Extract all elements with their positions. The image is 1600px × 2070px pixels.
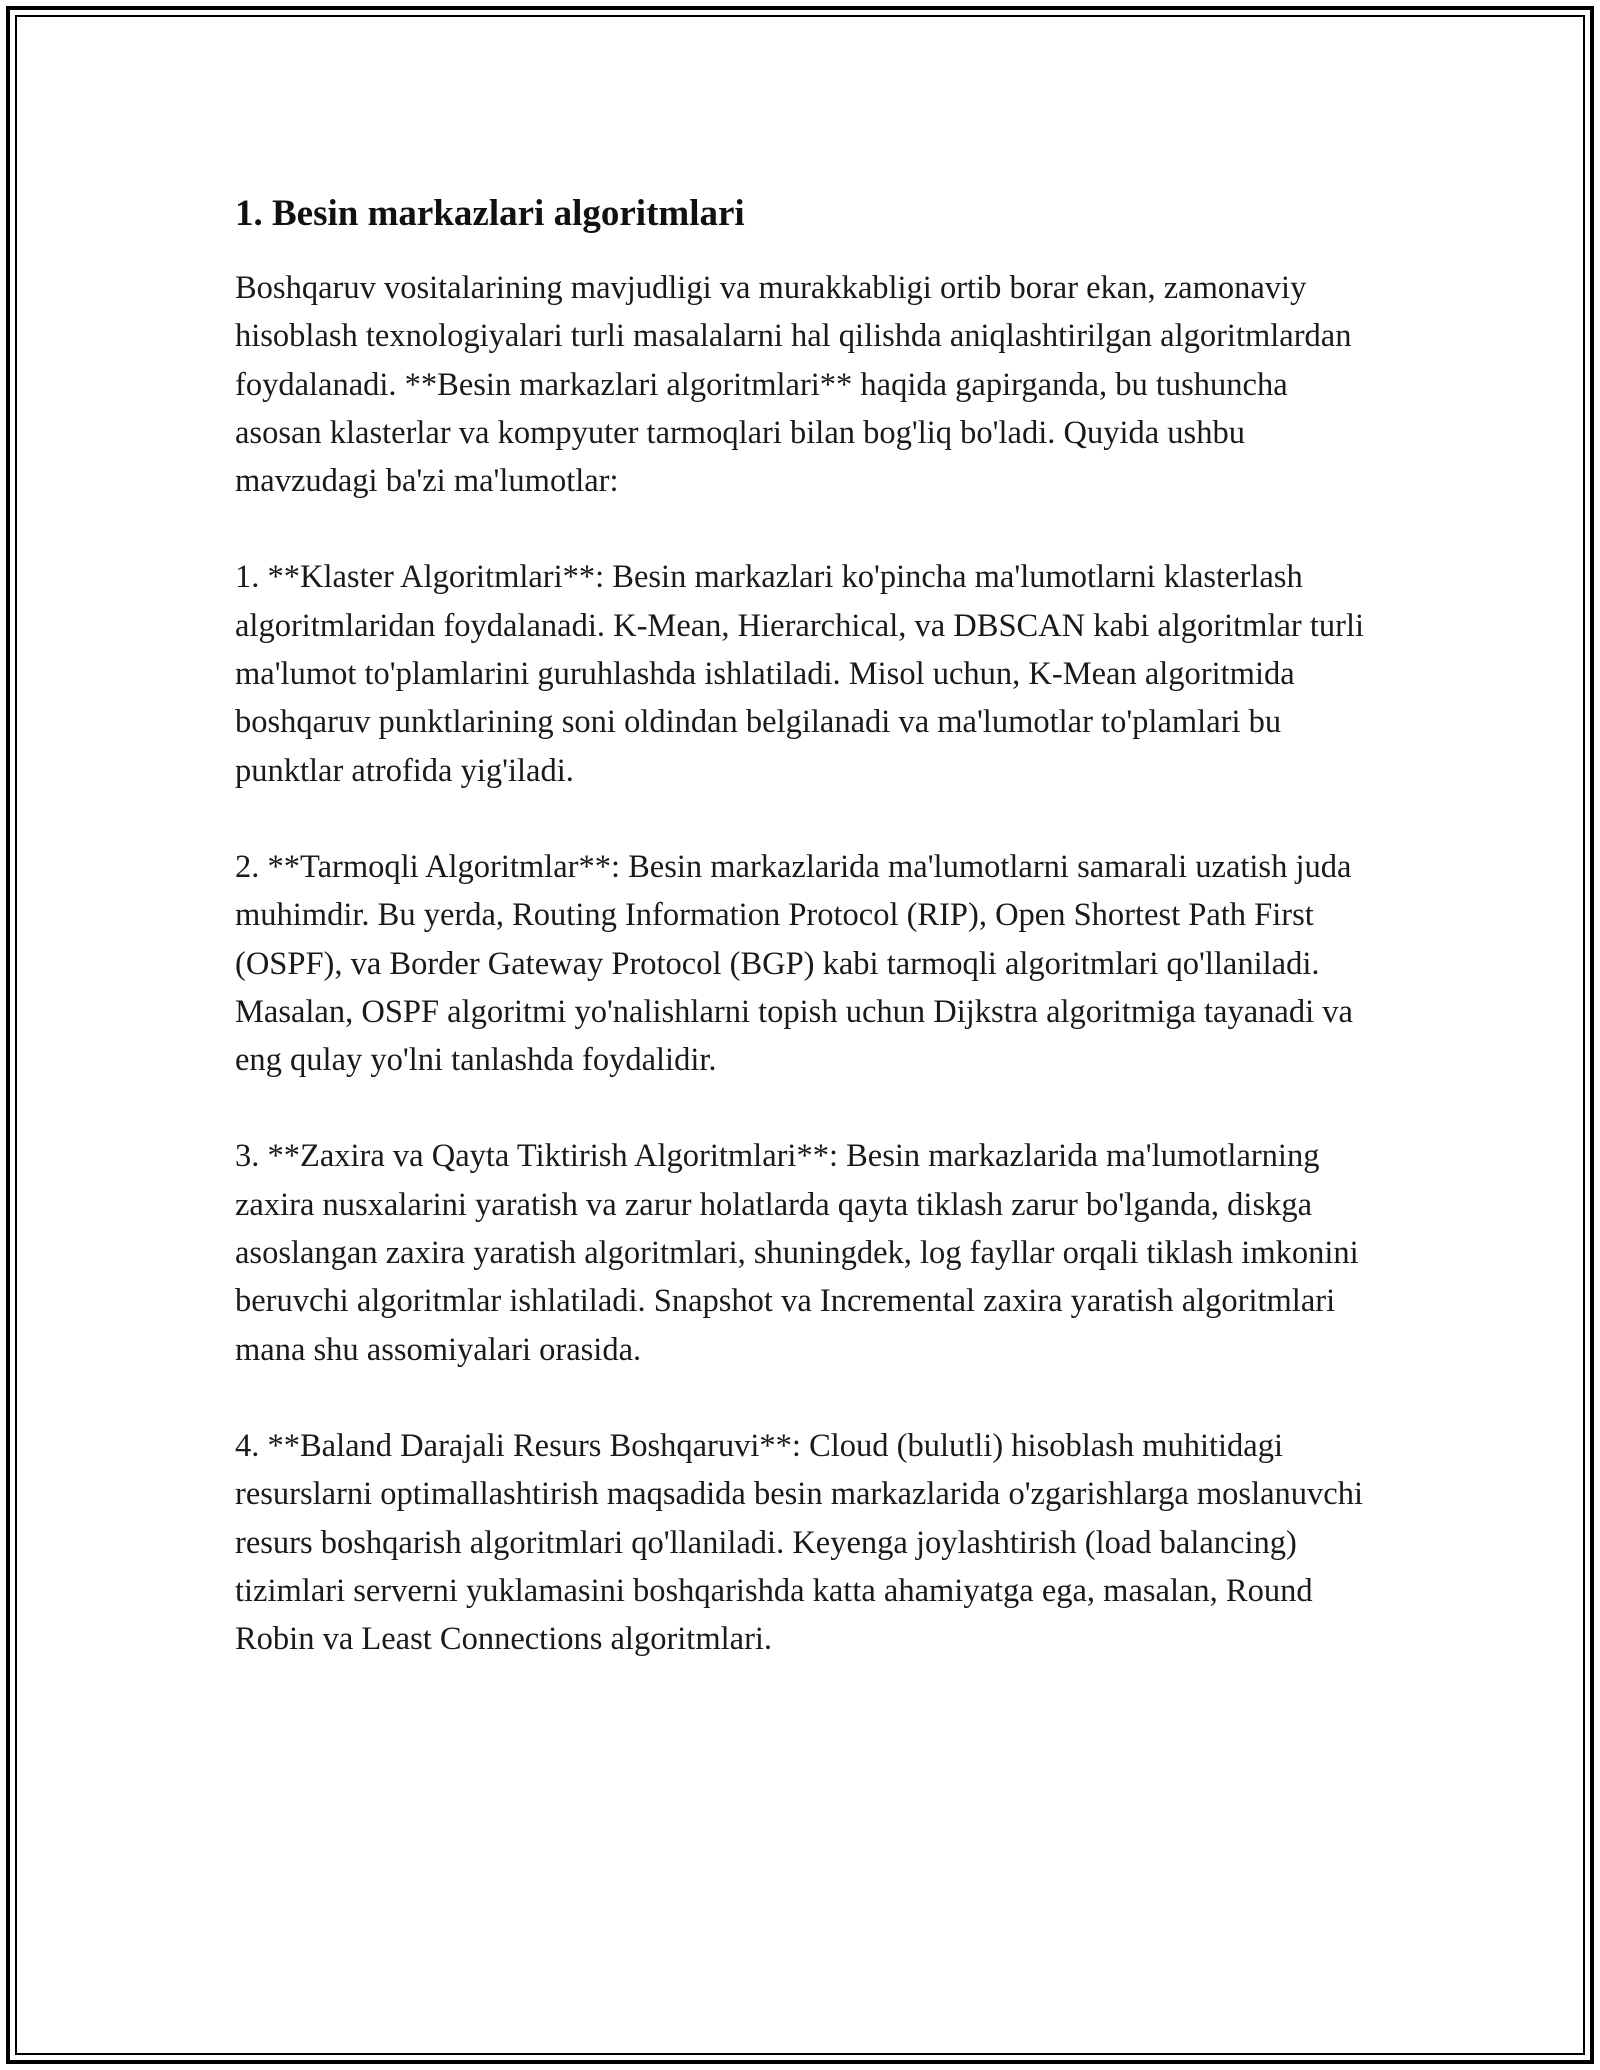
document-body (235, 186, 1370, 1663)
section-heading: 1. Besin markazlari algoritmlari (235, 193, 745, 234)
list-item-cluster-algorithms: 1. **Klaster Algoritmlari**: Besin markazlari ko'pincha ma'lumotlarni klasterlash algoritmlaridan foydalanadi. K-Mean, Hierarchical, va DBSCAN kabi algoritmlar turli ma'lumot to'plamlarini guruhlashda ishlatiladi. Misol uchun, K-Mean algoritmida boshqaruv punktlarining soni oldindan belgilanadi va ma'lumotlar to'plamlari bu punktlar atrofida yig'iladi. (235, 559, 1365, 789)
list-item-network-algorithms: 2. **Tarmoqli Algoritmlar**: Besin markazlarida ma'lumotlarni samarali uzatish juda muhimdir. Bu yerda, Routing Information Protocol (RIP), Open Shortest Path First (OSPF), va Border Gateway Protocol (BGP) kabi tarmoqli algoritmlari qo'llaniladi. Masalan, OSPF algoritmi yo'nalishlarni topish uchun Dijkstra algoritmiga tayanadi va eng qulay yo'lni tanlashda foydalidir. (235, 848, 1353, 1079)
intro-paragraph: Boshqaruv vositalarining mavjudligi va murakkabligi ortib borar ekan, zamonaviy hisoblash texnologiyalari turli masalalarni hal qilishda aniqlashtirilgan algoritmlardan foydalanadi. **Besin markazlari algoritmlari** haqida gapirganda, bu tushuncha asosan klasterlar va kompyuter tarmoqlari bilan bog'liq bo'ladi. Quyida ushbu mavzudagi ba'zi ma'lumotlar: (235, 270, 1352, 500)
list-item-resource-management: 4. **Baland Darajali Resurs Boshqaruvi**: Cloud (bulutli) hisoblash muhitidagi resurslarni optimallashtirish maqsadida besin markazlarida o'zgarishlarga moslanuvchi resurs boshqarish algoritmlari qo'llaniladi. Keyenga joylashtirish (load balancing) tizimlari serverni yuklamasini boshqarishda katta ahamiyatga ega, masalan, Round Robin va Least Connections algoritmlari. (235, 1427, 1363, 1658)
list-item-backup-algorithms: 3. **Zaxira va Qayta Tiktirish Algoritmlari**: Besin markazlarida ma'lumotlarning zaxira nusxalarini yaratish va zarur holatlarda qayta tiklash zarur bo'lganda, diskga asoslangan zaxira yaratish algoritmlari, shuningdek, log fayllar orqali tiklash imkonini beruvchi algoritmlar ishlatiladi. Snapshot va Incremental zaxira yaratish algoritmlari mana shu assomiyalari orasida. (235, 1138, 1359, 1368)
